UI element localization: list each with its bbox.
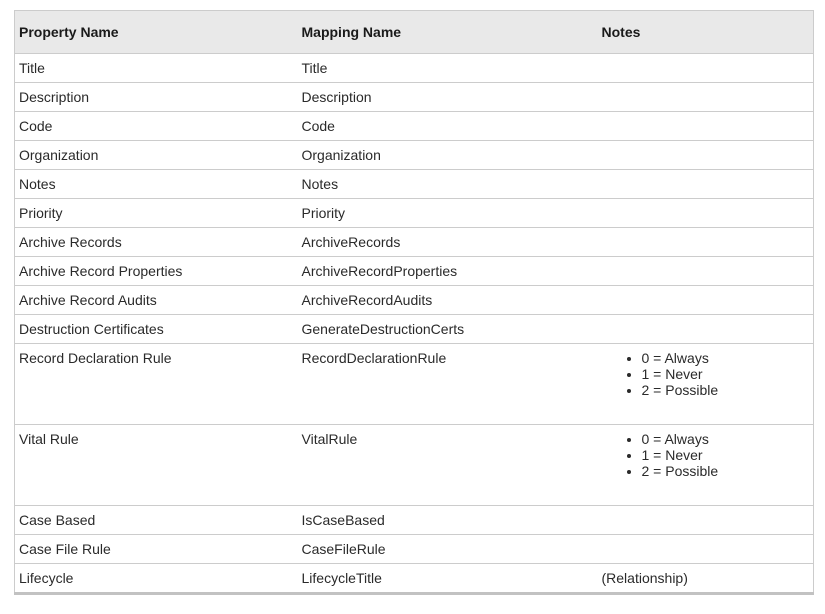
- property-cell: Title: [15, 54, 298, 83]
- property-cell: Notes: [15, 170, 298, 199]
- notes-cell: [598, 170, 814, 199]
- property-cell: Description: [15, 83, 298, 112]
- table-row: [15, 228, 814, 257]
- mapping-cell: ArchiveRecordAudits: [298, 286, 598, 315]
- mapping-cell: Description: [298, 83, 598, 112]
- notes-cell: [598, 199, 814, 228]
- table-row: [15, 564, 814, 594]
- property-cell: Archive Record Properties: [15, 257, 298, 286]
- mapping-cell: Code: [298, 112, 598, 141]
- notes-cell: [598, 425, 814, 506]
- mapping-cell: IsCaseBased: [298, 506, 598, 535]
- table-row: [15, 535, 814, 564]
- table-row: [15, 141, 814, 170]
- property-cell: Archive Records: [15, 228, 298, 257]
- property-cell: Lifecycle: [15, 564, 298, 594]
- notes-cell: [598, 315, 814, 344]
- mapping-cell: Organization: [298, 141, 598, 170]
- table-row: [15, 170, 814, 199]
- property-cell: Destruction Certificates: [15, 315, 298, 344]
- notes-bullet-item: • 1 = Never: [642, 447, 810, 463]
- notes-bullet-item: • 1 = Never: [642, 366, 810, 382]
- mapping-cell: Notes: [298, 170, 598, 199]
- notes-cell: [598, 286, 814, 315]
- mapping-cell: RecordDeclarationRule: [298, 344, 598, 425]
- mapping-cell: Title: [298, 54, 598, 83]
- table-row: [15, 54, 814, 83]
- notes-cell: [598, 344, 814, 425]
- notes-cell: [598, 141, 814, 170]
- notes-bullet-item: • 0 = Always: [642, 431, 810, 447]
- property-cell: Case File Rule: [15, 535, 298, 564]
- table-row: [15, 344, 814, 425]
- mapping-cell: VitalRule: [298, 425, 598, 506]
- mapping-cell: LifecycleTitle: [298, 564, 598, 594]
- notes-cell: [598, 54, 814, 83]
- property-cell: Record Declaration Rule: [15, 344, 298, 425]
- notes-cell: [598, 257, 814, 286]
- notes-bullet-item: • 2 = Possible: [642, 463, 810, 479]
- notes-cell: [598, 112, 814, 141]
- property-cell: Priority: [15, 199, 298, 228]
- property-cell: Vital Rule: [15, 425, 298, 506]
- notes-cell: (Relationship): [598, 564, 814, 594]
- column-header-notes: Notes: [598, 11, 814, 54]
- mapping-cell: GenerateDestructionCerts: [298, 315, 598, 344]
- column-header-mapping-name: Mapping Name: [298, 11, 598, 54]
- notes-cell: [598, 228, 814, 257]
- property-cell: Case Based: [15, 506, 298, 535]
- mapping-cell: Priority: [298, 199, 598, 228]
- table-row: [15, 315, 814, 344]
- property-cell: Archive Record Audits: [15, 286, 298, 315]
- table-row: [15, 83, 814, 112]
- notes-cell: [598, 506, 814, 535]
- table-row: [15, 506, 814, 535]
- notes-cell: [598, 535, 814, 564]
- mapping-cell: ArchiveRecordProperties: [298, 257, 598, 286]
- property-mapping-table: [14, 10, 814, 595]
- notes-bullet-item: • 0 = Always: [642, 350, 810, 366]
- header-row: [15, 11, 814, 54]
- table-row: [15, 257, 814, 286]
- notes-cell: [598, 83, 814, 112]
- table-row: [15, 199, 814, 228]
- notes-bullet-item: • 2 = Possible: [642, 382, 810, 398]
- notes-bullet-list: [602, 431, 810, 479]
- table-row: [15, 425, 814, 506]
- property-cell: Code: [15, 112, 298, 141]
- column-header-property-name: Property Name: [15, 11, 298, 54]
- mapping-cell: CaseFileRule: [298, 535, 598, 564]
- table-row: [15, 286, 814, 315]
- property-cell: Organization: [15, 141, 298, 170]
- table-row: [15, 112, 814, 141]
- notes-bullet-list: [602, 350, 810, 398]
- mapping-cell: ArchiveRecords: [298, 228, 598, 257]
